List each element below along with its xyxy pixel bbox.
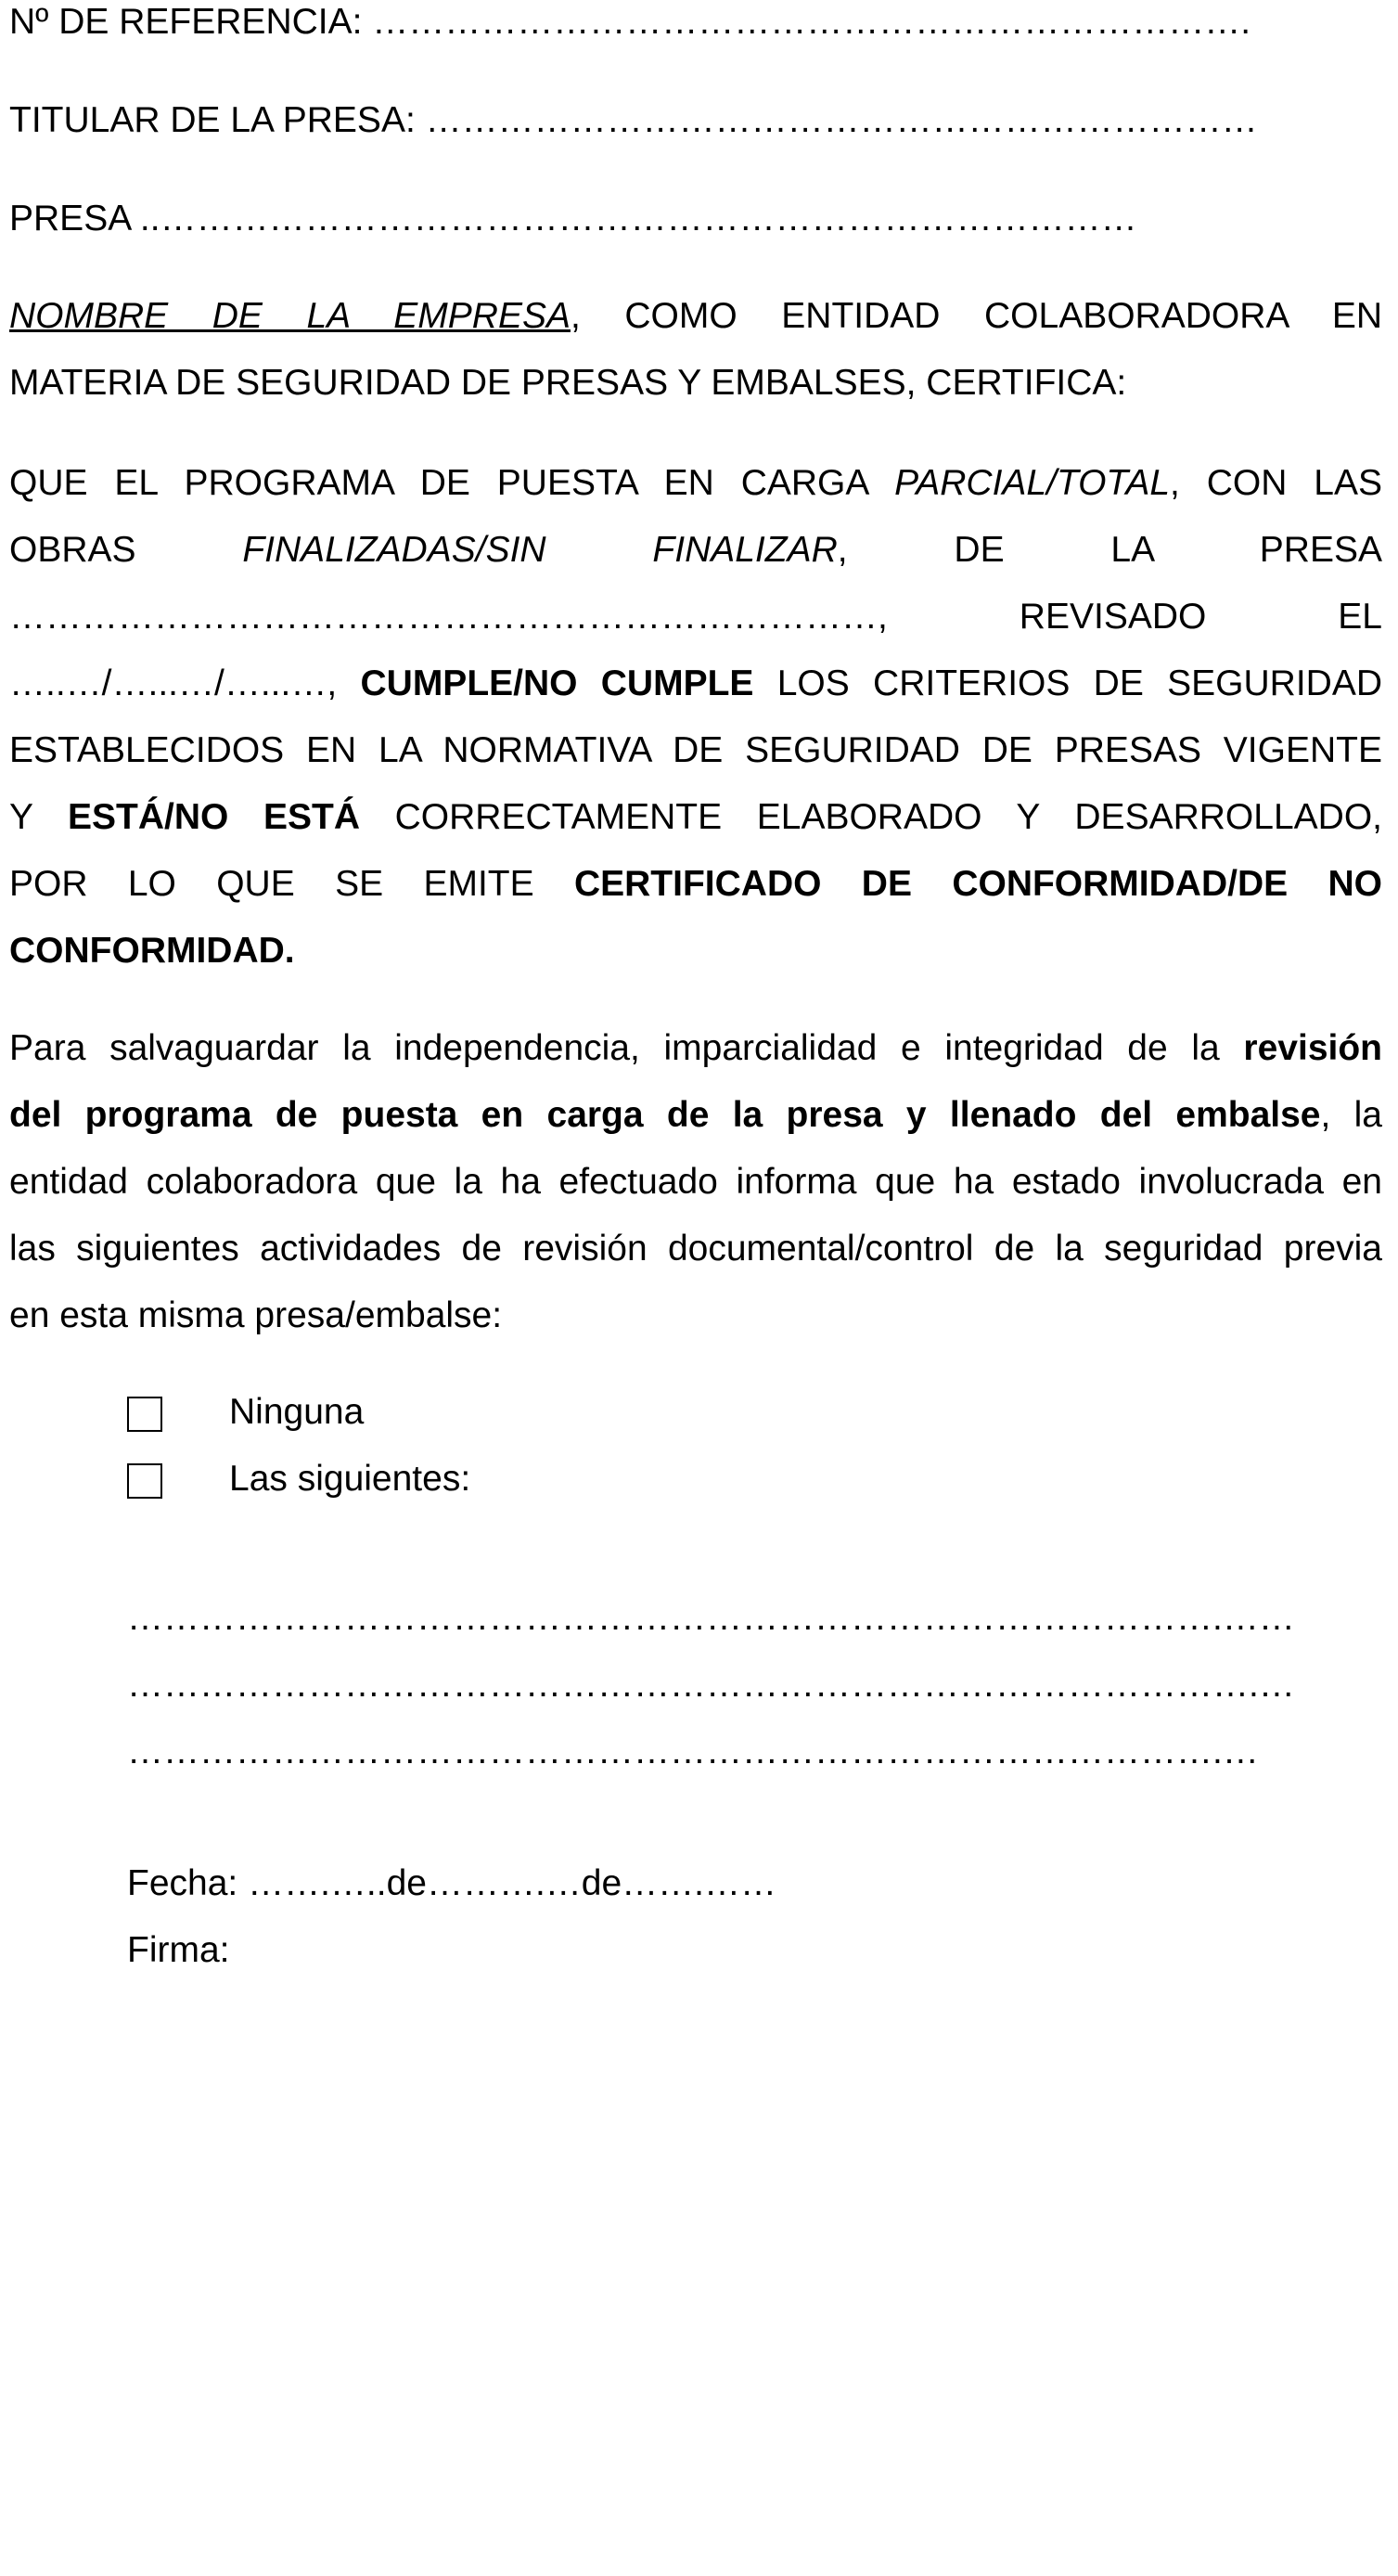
reference-number-field: Nº DE REFERENCIA: ……………………………………………………………….: [9, 2, 1251, 42]
dam-name-field: PRESA ..………………………………………………………………………: [9, 199, 1137, 238]
siguientes-checkbox[interactable]: [127, 1463, 162, 1499]
certification-intro: [9, 283, 1382, 417]
fill-in-line-1[interactable]: ……………………………………………………………………………….……: [127, 1598, 1295, 1638]
fill-in-line-3[interactable]: ……………………………………………………………………………….…: [127, 1732, 1259, 1771]
intro-line-2: MATERIA DE SEGURIDAD DE PRESAS Y EMBALSES, CERTIFICA:: [9, 363, 1127, 403]
option-ninguna[interactable]: [127, 1390, 364, 1435]
company-name-placeholder: NOMBRE DE LA EMPRESA: [9, 296, 571, 336]
fill-in-line-2[interactable]: ………………………………………………………………………………….…: [127, 1665, 1295, 1705]
date-field[interactable]: Fecha: …….…..de……….…de…….……: [127, 1863, 777, 1903]
signature-field[interactable]: Firma:: [127, 1930, 230, 1970]
siguientes-label: Las siguientes:: [229, 1459, 471, 1499]
ninguna-checkbox[interactable]: [127, 1397, 162, 1432]
ninguna-label: Ninguna: [229, 1392, 365, 1432]
independence-statement: Para salvaguardar la independencia, imparcialidad e integridad de la revisión del programa de puesta en carga de la presa y llenado del embalse, la entidad colaboradora que la ha efectuado informa que ha estado involucrada en las siguientes actividades de revisión documental/control de la seguridad previa en esta misma presa/embalse:: [9, 1028, 1382, 1335]
dam-owner-field: TITULAR DE LA PRESA: ……………………………………………………………: [9, 100, 1258, 140]
intro-line-1: NOMBRE DE LA EMPRESA, COMO ENTIDAD COLABORADORA EN: [9, 296, 1382, 336]
option-las-siguientes[interactable]: [127, 1457, 470, 1501]
certification-statement: QUE EL PROGRAMA DE PUESTA EN CARGA PARCIAL/TOTAL, CON LAS OBRAS FINALIZADAS/SIN FINALIZAR, DE LA PRESA ………………………………………………………………, REVISADO EL …..…/…...…/…...…, CUMPLE/NO CUMPLE LOS CRITERIOS DE SEGURIDAD ESTABLECIDOS EN LA NORMATIVA DE SEGURIDAD DE PRESAS VIGENTE Y ESTÁ/NO ESTÁ CORRECTAMENTE ELABORADO Y DESARROLLADO, POR LO QUE SE EMITE CERTIFICADO DE CONFORMIDAD/DE NO CONFORMIDAD.: [9, 463, 1383, 971]
